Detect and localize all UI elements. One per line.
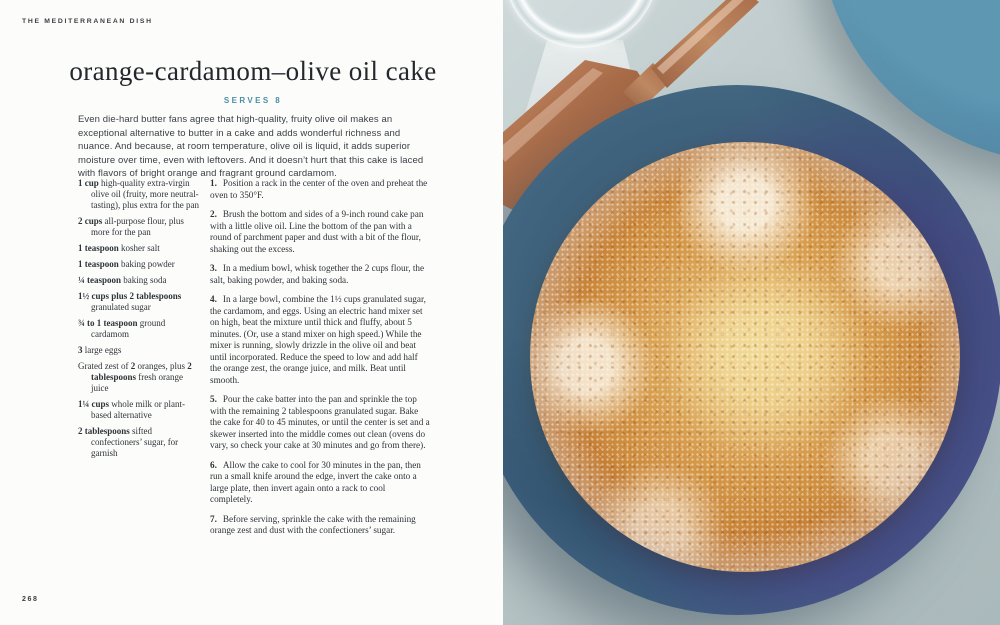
step-item: 6. Allow the cake to cool for 30 minutes in the pan, then run a small knife around the edge, invert the cake onto a large plate, then invert again onto a rack to cool completely. — [210, 459, 421, 504]
ingredient-item: 1 teaspoon kosher salt — [78, 243, 160, 253]
server-handle — [651, 0, 759, 88]
step-item: 7. Before serving, sprinkle the cake with the remaining orange zest and dust with the confectioners’ sugar. — [210, 513, 416, 535]
olive-oil-cake — [530, 142, 960, 572]
ingredient-item: 3 large eggs — [78, 345, 122, 355]
ingredient-item: ¾ to 1 teaspoon ground cardamom — [78, 318, 166, 339]
ingredient-item: 2 tablespoons sifted confectioners’ sugar, for garnish — [78, 426, 179, 458]
ingredient-item: 1 teaspoon baking powder — [78, 259, 175, 269]
page-number: 268 — [22, 596, 39, 603]
recipe-columns — [78, 178, 430, 545]
ingredients-list — [78, 178, 199, 459]
ingredient-item: ¼ teaspoon baking soda — [78, 275, 167, 285]
step-item: 5. Pour the cake batter into the pan and sprinkle the top with the remaining 2 tablespoons granulated sugar. Bake the cake for 40 to 45 minutes, or until the center is set and a skewer inserted into the middle comes out clean (ovens do vary, so check your cake at 30 minutes and go from there). — [210, 394, 430, 450]
step-item: 4. In a large bowl, combine the 1½ cups granulated sugar, the cardamom, and eggs. Using an electric hand mixer set on high, beat the mixture until thick and fluffy, about 5 minutes. (Or, use a stand mixer on high speed.) While the mixer is running, slowly drizzle in the olive oil and beat until incorporated. Reduce the speed to low and add half the orange zest, the orange juice, and milk. Beat until smooth. — [210, 294, 426, 385]
serves-line: SERVES 8 — [223, 96, 283, 105]
ingredient-item: Grated zest of 2 oranges, plus 2 tablespoons fresh orange juice — [78, 361, 192, 393]
cake-photo — [503, 0, 1000, 625]
intro-paragraph: Even die-hard butter fans agree that high-quality, fruity olive oil makes an exceptional alternative to butter in a cake and adds wonderful richness and nuance. And because, at room temperature, olive oil is liquid, it adds superior moisture over time, even with leftovers. And it doesn’t hurt that this cake is laced with flavors of bright orange and fragrant ground cardamom. — [78, 114, 424, 180]
step-item: 2. Brush the bottom and sides of a 9-inch round cake pan with a little olive oil. Line the bottom of the pan with a round of parchment paper and dust with a bit of the flour, shaking out the excess. — [210, 209, 424, 254]
ingredient-item: 1¼ cups whole milk or plant-based alternative — [78, 399, 186, 420]
water-glass — [504, 0, 658, 48]
running-head: THE MEDITERRANEAN DISH — [22, 18, 153, 25]
recipe-title: orange-cardamom–olive oil cake — [69, 56, 437, 86]
steps-column — [210, 178, 430, 545]
ingredients-column — [78, 178, 199, 545]
step-item: 1. Position a rack in the center of the oven and preheat the oven to 350°F. — [210, 178, 428, 200]
ingredient-item: 2 cups all-purpose flour, plus more for the pan — [78, 216, 184, 237]
ingredient-item: 1 cup high-quality extra-virgin olive oil (fruity, more neutral-tasting), plus extra for the pan — [78, 178, 199, 210]
steps-list — [210, 178, 430, 537]
ingredient-item: 1½ cups plus 2 tablespoons granulated sugar — [78, 291, 182, 312]
title-block — [40, 56, 466, 105]
step-item: 3. In a medium bowl, whisk together the 2 cups flour, the salt, baking powder, and baking soda. — [210, 263, 425, 285]
server-handle-highlight — [657, 0, 747, 74]
